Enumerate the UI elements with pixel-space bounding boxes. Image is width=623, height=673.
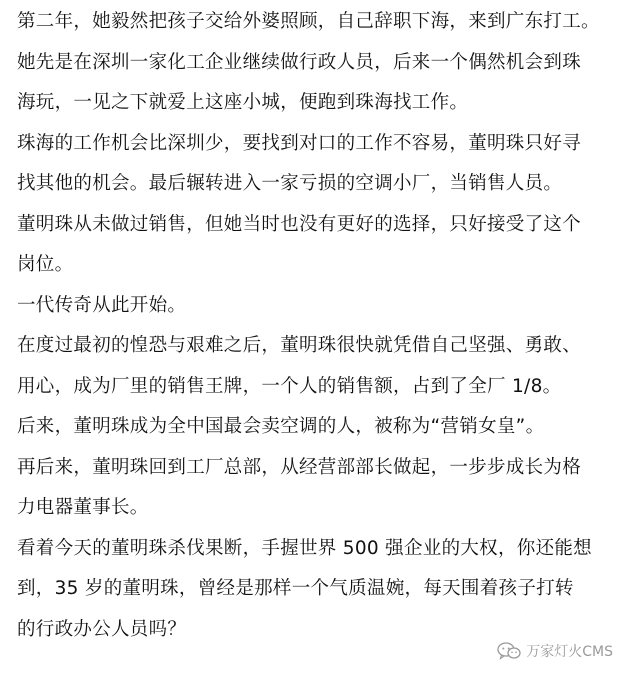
paragraph xyxy=(17,529,613,651)
text-line: 力电器董事长。 xyxy=(17,497,149,518)
text-line: 后来，董明珠成为全中国最会卖空调的人，被称为“营销女皇”。 xyxy=(17,416,545,437)
paragraph xyxy=(17,286,613,327)
text-line: 到，35 岁的董明珠，曾经是那样一个气质温婉，每天围着孩子打转 xyxy=(17,578,574,599)
paragraph xyxy=(17,205,613,286)
text-line: 她先是在深圳一家化工企业继续做行政人员，后来一个偶然机会到珠 xyxy=(17,51,582,73)
document-body xyxy=(17,0,613,650)
text-line: 在度过最初的惶恐与艰难之后，董明珠很快就凭借自己坚强、勇敢、 xyxy=(17,335,582,356)
paragraph xyxy=(17,43,613,124)
text-line: 董明珠从未做过销售，但她当时也没有更好的选择，只好接受了这个 xyxy=(17,213,582,235)
text-line: 再后来，董明珠回到工厂总部，从经营部部长做起，一步步成长为格 xyxy=(17,456,582,478)
paragraph xyxy=(17,407,613,448)
text-line: 用心，成为厂里的销售王牌，一个人的销售额，占到了全厂 1/8。 xyxy=(17,375,562,397)
text-line: 的行政办公人员吗？ xyxy=(17,618,187,640)
paragraph xyxy=(17,326,613,407)
text-line: 找其他的机会。最后辗转进入一家亏损的空调小厂，当销售人员。 xyxy=(17,173,563,194)
paragraph xyxy=(17,124,613,205)
text-line: 珠海的工作机会比深圳少，要找到对口的工作不容易，董明珠只好寻 xyxy=(17,132,582,154)
text-line: 一代传奇从此开始。 xyxy=(17,294,187,316)
watermark-text: 万家灯火CMS xyxy=(526,644,613,660)
watermark xyxy=(497,641,613,661)
text-line: 看着今天的董明珠杀伐果断，手握世界 500 强企业的大权，你还能想 xyxy=(17,537,592,559)
wechat-icon xyxy=(497,642,521,660)
paragraph xyxy=(17,448,613,529)
text-line: 海玩，一见之下就爱上这座小城，便跑到珠海找工作。 xyxy=(17,92,469,113)
text-line: 第二年，她毅然把孩子交给外婆照顾，自己辞职下海，来到广东打工。 xyxy=(17,11,600,32)
text-line: 岗位。 xyxy=(17,254,74,275)
paragraph xyxy=(17,2,613,43)
